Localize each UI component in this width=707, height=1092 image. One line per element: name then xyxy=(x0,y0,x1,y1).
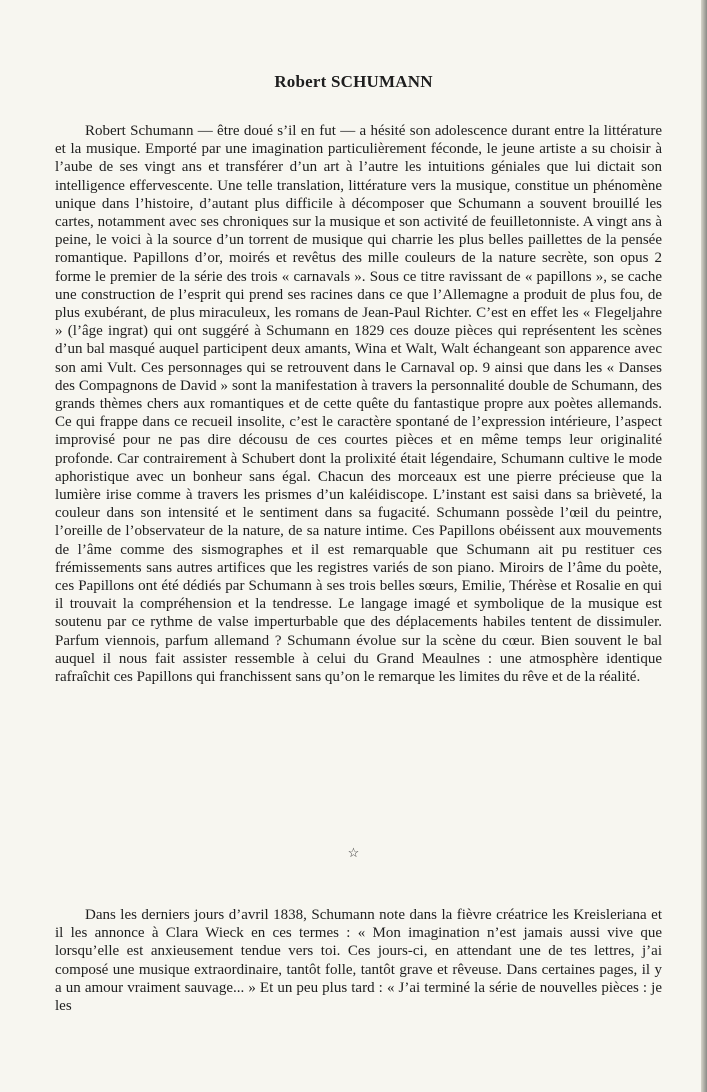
body-paragraph-1: Robert Schumann — être doué s’il en fut — a hésité son adolescence durant entre la littérature et la musique. Emporté par une imagination particulièrement féconde, le jeune artiste a su choisir à l’aube de ses vingt ans et transférer d’un art à l’autre les intuitions géniales que lui dictait son intelligence effervescente. Une telle translation, littérature vers la musique, constitue un phénomène unique dans l’histoire, d’autant plus difficile à décomposer que Schumann a souvent brouillé les cartes, notamment avec ses chroniques sur la musique et son activité de feuilletonniste. A vingt ans à peine, le voici à la source d’un torrent de musique qui charrie les plus belles paillettes de la pensée romantique. Papillons d’or, moirés et revêtus des mille couleurs de la nature secrète, son opus 2 forme le premier de la série des trois « carnavals ». Sous ce titre ravissant de « papillons », se cache une construction de l’esprit qui prend ses racines dans ce que l’Allemagne a produit de plus fou, de plus exubérant, de plus miraculeux, les romans de Jean-Paul Richter. C’est en effet les « Flegeljahre » (l’âge ingrat) qui ont suggéré à Schumann en 1829 ces douze pièces qui représentent les scènes d’un bal masqué auquel participent deux amants, Wina et Walt, Walt échangeant son apparence avec son ami Vult. Ces personnages qui se retrouvent dans le Carnaval op. 9 ainsi que dans les « Danses des Compagnons de David » sont la manifestation à travers la personnalité double de Schumann, des grands thèmes chers aux romantiques et de cette quête du fantastique propre aux poètes allemands. Ce qui frappe dans ce recueil insolite, c’est le caractère spontané de l’expression intérieure, l’aspect improvisé pour ne pas dire décousu de ces courtes pièces et en même temps leur originalité profonde. Car contrairement à Schubert dont la prolixité était légendaire, Schumann cultive le mode aphoristique avec un bonheur sans égal. Chacun des morceaux est une pierre précieuse que la lumière irise comme à travers les prismes d’un kaléidiscope. L’instant est saisi dans sa brièveté, la couleur dans son intensité et le sentiment dans sa fugacité. Schumann possède l’œil du peintre, l’oreille de l’observateur de la nature, de sa nature intime. Ces Papillons obéissent aux mouvements de l’âme comme des sismographes et il est remarquable que Schumann ait pu restituer ces frémissements sans autres artifices que les registres variés de son piano. Miroirs de l’âme du poète, ces Papillons ont été dédiés par Schumann à ses trois belles sœurs, Emilie, Thérèse et Rosalie en qui il trouvait la compréhension et la tendresse. Le langage imagé et symbolique de la musique est soutenu par ce rythme de valse imperturbable que des déplacements habiles tentent de dissimuler. Parfum viennois, parfum allemand ? Schumann évolue sur la scène du cœur. Bien souvent le bal auquel il nous fait assister ressemble à celui du Grand Meaulnes : une atmosphère identique rafraîchit ces Papillons qui franchissent sans qu’on le remarque les limites du rêve et de la réalité. xyxy=(55,123,662,686)
page-title: Robert SCHUMANN xyxy=(274,72,433,92)
body-paragraph-2: Dans les derniers jours d’avril 1838, Schumann note dans la fièvre créatrice les Kreisleriana et il les annonce à Clara Wieck en ces termes : « Mon imagination n’est jamais aussi vive que lorsqu’elle est anxieusement tendue vers toi. Ces jours-ci, en attendant une de tes lettres, j’ai composé une musique extraordinaire, tantôt folle, tantôt grave et rêveuse. Dans certaines pages, il y a un amour vraiment sauvage... » Et un peu plus tard : « J’ai terminé la série de nouvelles pièces : je les xyxy=(55,907,662,1015)
page-edge-shadow xyxy=(701,0,707,1092)
section-separator-star: ☆ xyxy=(347,845,360,860)
